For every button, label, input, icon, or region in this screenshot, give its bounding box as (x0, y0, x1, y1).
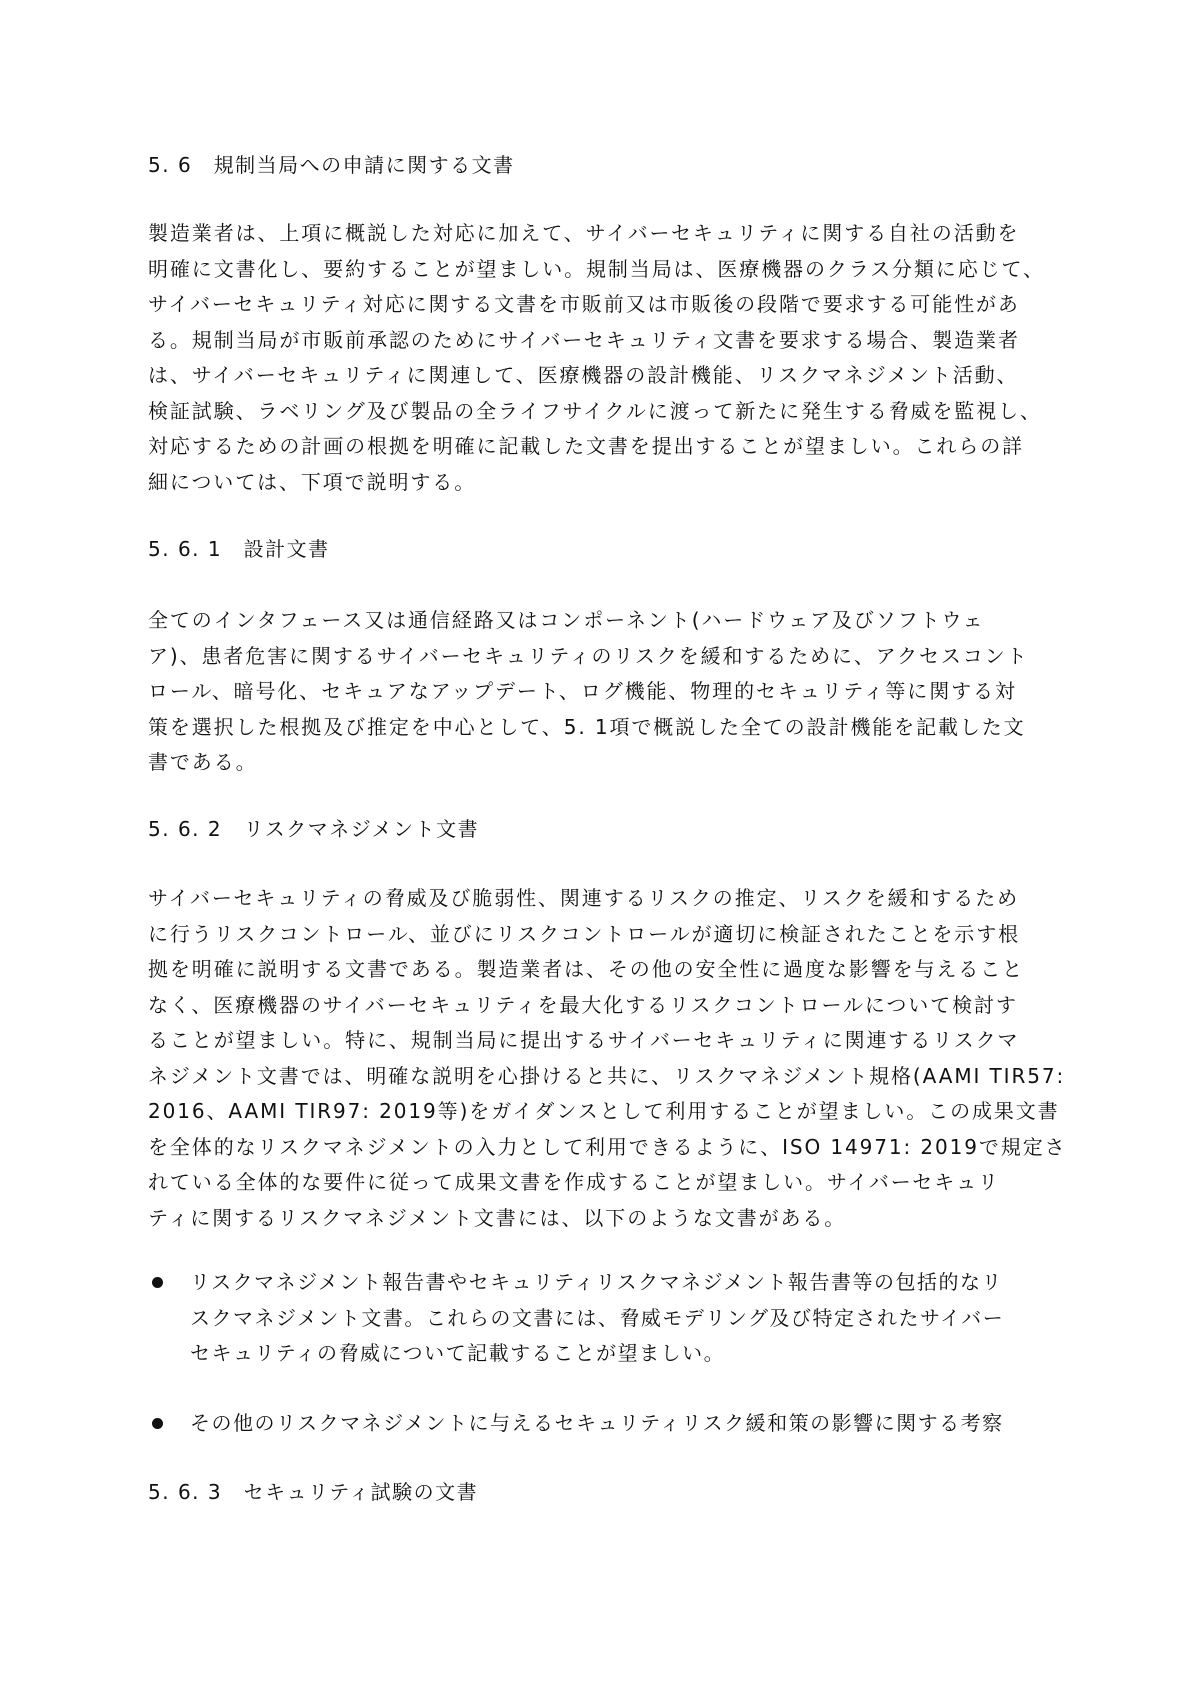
text-line: 検証試験、ラベリング及び製品の全ライフサイクルに渡って新たに発生する脅威を監視し、 (148, 398, 1042, 423)
text-line: 全てのインタフェース又は通信経路又はコンポーネント(ハードウェア及びソフトウェ (148, 608, 985, 632)
text-line: ア)、患者危害に関するサイバーセキュリティのリスクを緩和するために、アクセスコント (148, 643, 1029, 668)
text-line: は、サイバーセキュリティに関連して、医療機器の設計機能、リスクマネジメント活動、 (148, 363, 1019, 387)
section-heading-5-6: 5. 6 規制当局への申請に関する文書 (148, 153, 515, 177)
section-heading-5-6-2: 5. 6. 2 リスクマネジメント文書 (148, 817, 480, 841)
text-line: れている全体的な要件に従って成果文書を作成することが望ましい。サイバーセキュリ (148, 1170, 1000, 1194)
text-line: 製造業者は、上項に概説した対応に加えて、サイバーセキュリティに関する自社の活動を (148, 221, 1020, 245)
text-line: 2016、AAMI TIR97: 2019等)をガイダンスとして利用することが望ましい。この成果文書 (148, 1099, 1060, 1123)
text-line: サイバーセキュリティ対応に関する文書を市販前又は市販後の段階で要求する可能性があ (148, 292, 1020, 316)
text-line: 対応するための計画の根拠を明確に記載した文書を提出することが望ましい。これらの詳 (148, 434, 1024, 458)
bullet-item (148, 1265, 1034, 1372)
text-line: ロール、暗号化、セキュアなアップデート、ログ機能、物理的セキュリティ等に関する対 (148, 679, 1017, 703)
bullet-icon (152, 1277, 163, 1288)
text-line: る。規制当局が市販前承認のためにサイバーセキュリティ文書を要求する場合、製造業者 (148, 327, 1020, 352)
bullet-item (148, 1406, 1034, 1442)
text-line: ることが望ましい。特に、規制当局に提出するサイバーセキュリティに関連するリスクマ (148, 1028, 1020, 1052)
text-line: ティに関するリスクマネジメント文書には、以下のような文書がある。 (148, 1205, 847, 1230)
text-line: セキュリティの脅威について記載することが望ましい。 (190, 1341, 726, 1365)
bullet-icon (152, 1418, 163, 1429)
text-line: リスクマネジメント報告書やセキュリティリスクマネジメント報告書等の包括的なリ (190, 1270, 1003, 1294)
text-line: に行うリスクコントロール、並びにリスクコントロールが適切に検証されたことを示す根 (148, 921, 1020, 946)
text-line: なく、医療機器のサイバーセキュリティを最大化するリスクコントロールについて検討す (148, 992, 1018, 1017)
paragraph-5-6-1 (148, 603, 1034, 781)
text-line: を全体的なリスクマネジメントの入力として利用できるように、ISO 14971: 2019で規定さ (148, 1134, 1067, 1159)
text-line: 策を選択した根拠及び推定を中心として、5. 1項で概説した全ての設計機能を記載した文 (148, 714, 1026, 739)
text-line: サイバーセキュリティの脅威及び脆弱性、関連するリスクの推定、リスクを緩和するため (148, 886, 1019, 910)
text-line: 拠を明確に説明する文書である。製造業者は、その他の安全性に過度な影響を与えること (148, 957, 1024, 981)
section-heading-5-6-3: 5. 6. 3 セキュリティ試験の文書 (148, 1480, 479, 1504)
text-line: ネジメント文書では、明確な説明を心掛けると共に、リスクマネジメント規格(AAMI TIR57: (148, 1063, 1066, 1088)
paragraph-5-6 (148, 216, 1045, 500)
text-line: スクマネジメント文書。これらの文書には、脅威モデリング及び特定されたサイバー (190, 1305, 1005, 1330)
text-line: 明確に文書化し、要約することが望ましい。規制当局は、医療機器のクラス分類に応じて、 (148, 256, 1045, 281)
text-line: その他のリスクマネジメントに与えるセキュリティリスク緩和策の影響に関する考察 (190, 1411, 1004, 1435)
text-line: 書である。 (148, 750, 258, 774)
paragraph-5-6-2 (148, 881, 1067, 1236)
section-heading-5-6-1: 5. 6. 1 設計文書 (148, 537, 330, 561)
text-line: 細については、下項で説明する。 (148, 469, 477, 494)
